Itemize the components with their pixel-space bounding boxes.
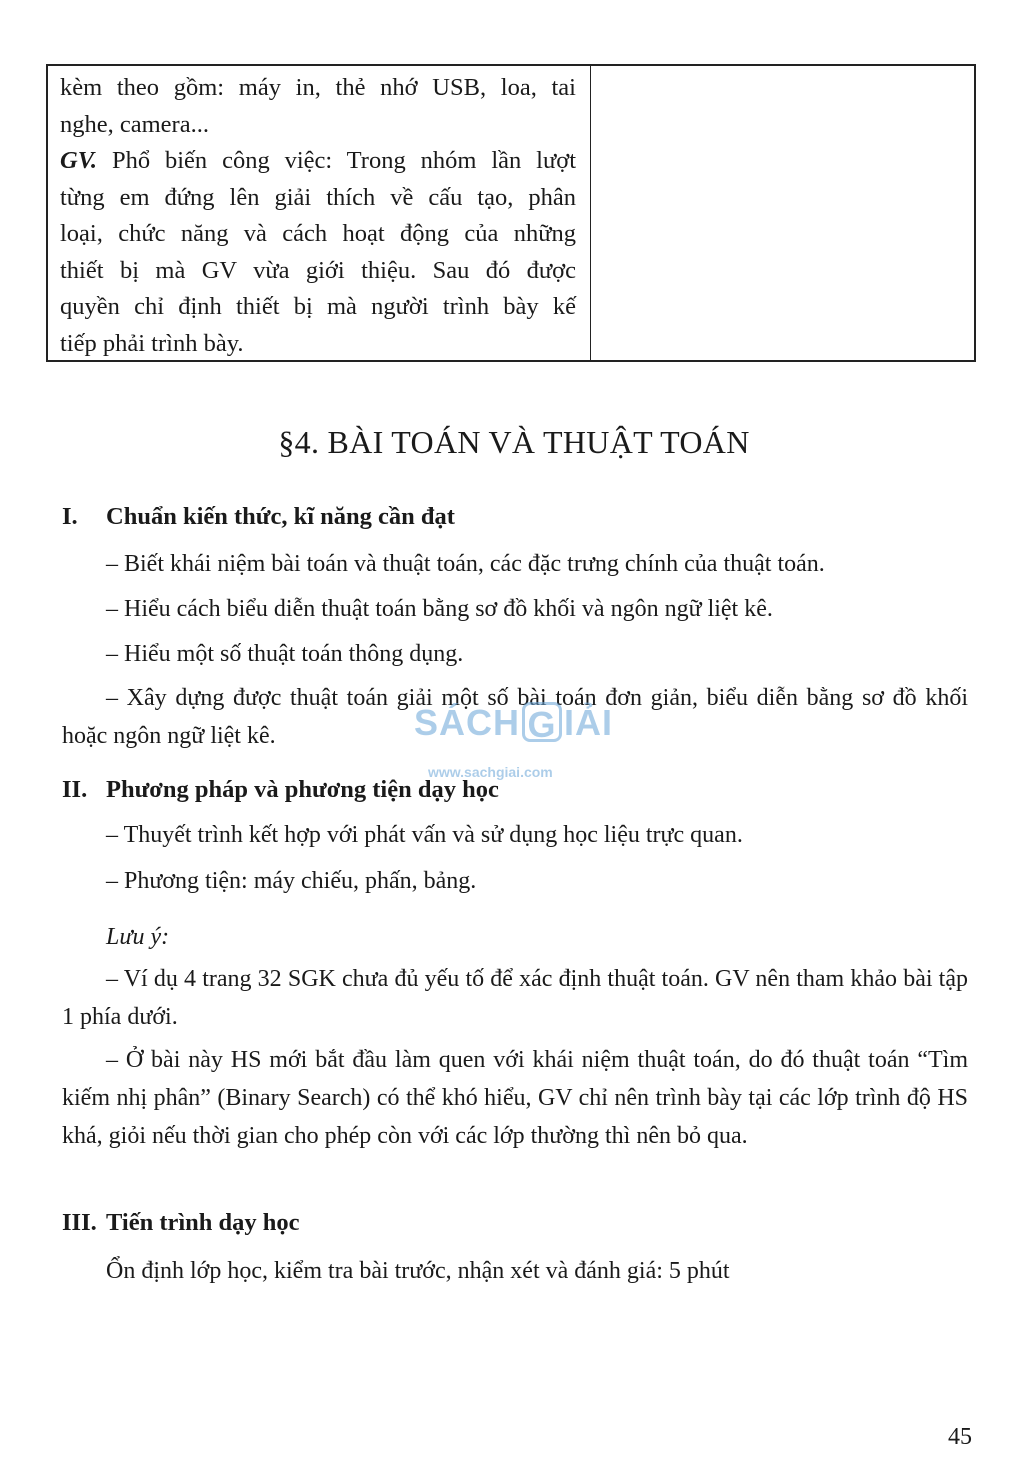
section-1-item: – Hiểu một số thuật toán thông dụng. [106,641,464,667]
section-3-text: Ổn định lớp học, kiểm tra bài trước, nhận xét và đánh giá: 5 phút [106,1258,730,1284]
watermark-url: www.sachgiai.com [428,764,553,780]
table-column-divider [590,66,591,360]
section-1-item: – Biết khái niệm bài toán và thuật toán, các đặc trưng chính của thuật toán. [106,551,825,577]
table-line: kèm theo gồm: máy in, thẻ nhớ USB, loa, tai [60,74,576,101]
section-1-item: – Hiểu cách biểu diễn thuật toán bằng sơ đồ khối và ngôn ngữ liệt kê. [106,596,773,622]
activity-table [46,64,976,362]
watermark-text-2: IẢI [564,702,614,743]
table-line: loại, chức năng và cách hoạt động của những [60,220,576,247]
section-1-item: – Xây dựng được thuật toán giải một số bài toán đơn giản, biểu diễn bằng sơ đồ khối hoặc ngôn ngữ liệt kê. [62,685,968,749]
section-number: III. [62,1209,97,1236]
table-line: tiếp phải trình bày. [60,329,244,357]
gv-label: GV. [60,147,98,174]
section-2-heading [62,776,499,804]
lesson-title-text: §4. BÀI TOÁN VÀ THUẬT TOÁN [278,424,750,460]
section-3-heading [62,1209,300,1237]
section-number: II. [62,776,88,803]
section-2-item: – Phương tiện: máy chiếu, phấn, bảng. [106,868,477,894]
table-line-gv [60,143,576,180]
section-2-item: – Thuyết trình kết hợp với phát vấn và sử dụng học liệu trực quan. [106,822,743,848]
page-number: 45 [948,1424,972,1450]
table-line: nghe, camera... [60,110,209,138]
section-title: Chuẩn kiến thức, kĩ năng cần đạt [106,503,455,530]
section-number: I. [62,503,78,530]
section-1-heading [62,503,455,531]
section-title: Phương pháp và phương tiện dạy học [106,776,499,803]
table-line-text: Phổ biến công việc: Trong nhóm lần lượt [111,147,577,174]
watermark-text-1: SÁCH [414,702,521,743]
note-item: – Ở bài này HS mới bắt đầu làm quen với khái niệm thuật toán, do đó thuật toán “Tìm kiếm nhị phân” (Binary Search) có thể khó hiểu, GV chỉ nên trình bày tại các lớp trình độ HS khá, giỏi nếu thời gian cho phép còn với các lớp thường thì nên bỏ qua. [62,1047,968,1149]
note-item: – Ví dụ 4 trang 32 SGK chưa đủ yếu tố để xác định thuật toán. GV nên tham khảo bài tập 1 phía dưới. [62,966,968,1030]
table-left-cell [60,70,576,362]
table-line: thiết bị mà GV vừa giới thiệu. Sau đó được [60,256,576,284]
table-line: quyền chỉ định thiết bị mà người trình bày kế [60,293,576,320]
watermark-g-icon: G [522,702,562,742]
section-title: Tiến trình dạy học [106,1209,300,1236]
table-line: từng em đứng lên giải thích về cấu tạo, phân [60,183,576,211]
note-label: Lưu ý: [106,924,170,950]
lesson-title [0,424,1024,461]
